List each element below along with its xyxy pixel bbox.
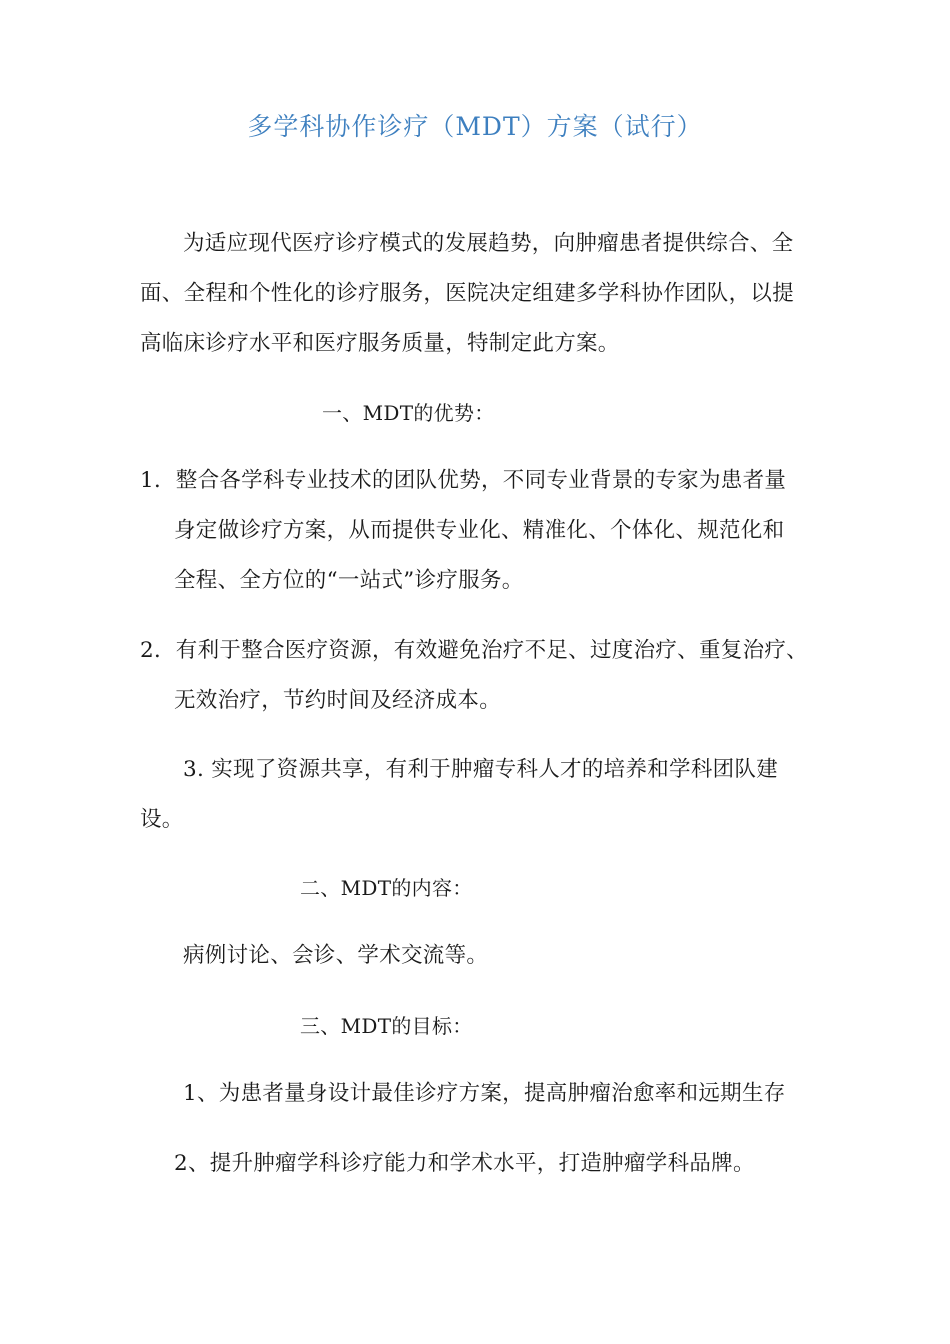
document-title: 多学科协作诊疗（MDT）方案（试行） [247, 112, 703, 141]
section1-item1-line-1: 1．整合各学科专业技术的团队优势，不同专业背景的专家为患者量 [140, 468, 787, 493]
section1-item2-line-1: 2．有利于整合医疗资源，有效避免治疗不足、过度治疗、重复治疗、 [140, 638, 808, 663]
section1-item2-line-2: 无效治疗，节约时间及经济成本。 [174, 688, 502, 713]
section1-item1-line-2: 身定做诊疗方案，从而提供专业化、精准化、个体化、规范化和 [174, 518, 785, 543]
section2-heading: 二、MDT的内容： [300, 876, 473, 900]
intro-line-2: 面、全程和个性化的诊疗服务，医院决定组建多学科协作团队，以提 [140, 281, 795, 306]
intro-line-3: 高临床诊疗水平和医疗服务质量，特制定此方案。 [140, 331, 620, 356]
section1-item1-line-3: 全程、全方位的“一站式”诊疗服务。 [174, 568, 524, 593]
section1-heading: 一、MDT的优势： [322, 401, 495, 425]
section3-item2: 2、提升肿瘤学科诊疗能力和学术水平，打造肿瘤学科品牌。 [174, 1151, 755, 1176]
section3-heading: 三、MDT的目标： [300, 1014, 473, 1038]
section1-item3-line-2: 设。 [140, 807, 184, 832]
section1-item3-line-1: 3. 实现了资源共享，有利于肿瘤专科人才的培养和学科团队建 [183, 757, 779, 782]
section2-body: 病例讨论、会诊、学术交流等。 [183, 943, 489, 968]
section3-item1: 1、为患者量身设计最佳诊疗方案，提高肿瘤治愈率和远期生存 [183, 1081, 786, 1106]
intro-line-1: 为适应现代医疗诊疗模式的发展趋势，向肿瘤患者提供综合、全 [183, 231, 794, 256]
